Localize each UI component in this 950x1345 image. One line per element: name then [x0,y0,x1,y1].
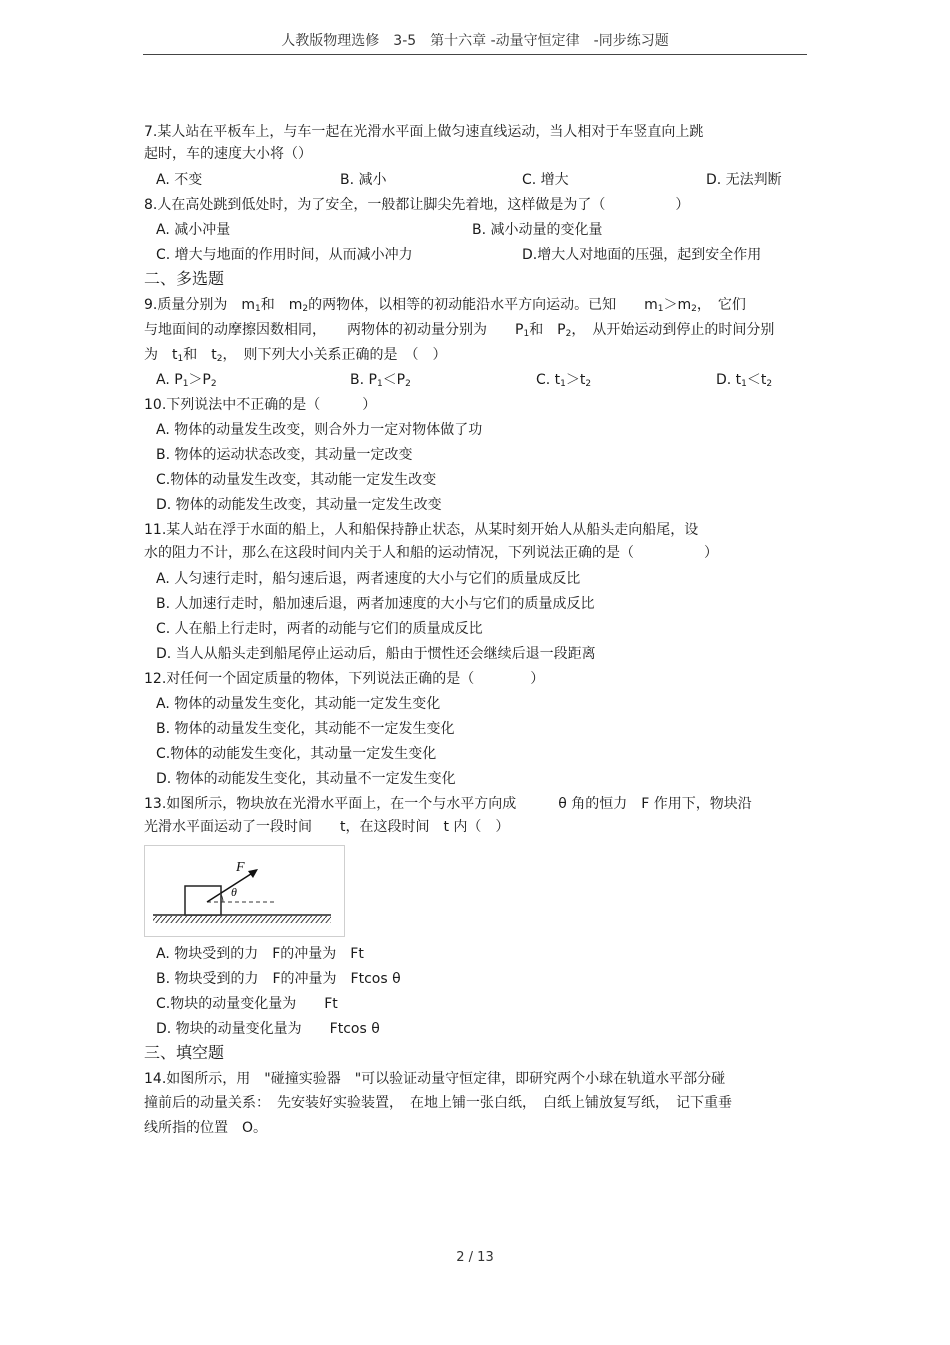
q7-line2: 起时，车的速度大小将（） [144,146,312,162]
q14-line1: 14.如图所示，用 "碰撞实验器 "可以验证动量守恒定律，即研究两个小球在轨道水平部分碰 [144,1071,726,1087]
q13-force-diagram [144,845,345,937]
q10-option-d: D. 物体的动能发生改变，其动量一定发生改变 [156,497,442,513]
q11-option-a: A. 人匀速行走时，船匀速后退，两者速度的大小与它们的质量成反比 [156,571,581,587]
q7-option-a: A. 不变 [156,172,203,188]
q10-line1: 10.下列说法中不正确的是（ ） [144,397,377,413]
q8-option-c: C. 增大与地面的作用时间，从而减小冲力 [156,247,413,263]
q11-option-b: B. 人加速行走时，船加速后退，两者加速度的大小与它们的质量成反比 [156,596,595,612]
q8-line1: 8.人在高处跳到低处时，为了安全，一般都让脚尖先着地，这样做是为了（ ） [144,197,690,213]
q8-option-a: A. 减小冲量 [156,222,231,238]
q11-line2: 水的阻力不计，那么在这段时间内关于人和船的运动情况，下列说法正确的是（ ） [144,545,718,561]
q12-option-a: A. 物体的动量发生变化，其动能一定发生变化 [156,696,441,712]
q10-option-c: C.物体的动量发生改变，其动能一定发生改变 [156,472,437,488]
q9-line2: 与地面间的动摩擦因数相同， 两物体的初动量分别为 $P_1$和 $P_2$， 从开始运动到停止的时间分别 [144,322,775,339]
q8-option-b: B. 减小动量的变化量 [472,222,603,238]
q10-option-a: A. 物体的动量发生改变，则合外力一定对物体做了功 [156,422,483,438]
block [185,886,221,915]
q11-option-d: D. 当人从船头走到船尾停止运动后，船由于惯性还会继续后退一段距离 [156,646,596,662]
ground-hatch [153,916,331,923]
force-label: F [236,860,245,875]
q10-option-b: B. 物体的运动状态改变，其动量一定改变 [156,447,413,463]
q7-option-c: C. 增大 [522,172,569,188]
q9-line3: 为 $t_1$和 $t_2$， 则下列大小关系正确的是 （ ） [144,347,447,364]
q13-option-b: B. 物块受到的力 F的冲量为 Ftcos θ [156,971,401,987]
q9-option-c: C. $t_1>t_2$ [536,372,592,389]
q9-option-a: A. $P_1>P_2$ [156,372,217,389]
q9-option-d: D. $t_1<t_2$ [716,372,773,389]
q13-option-a: A. 物块受到的力 F的冲量为 Ft [156,946,364,962]
q8-option-d: D.增大人对地面的压强，起到安全作用 [522,247,762,263]
q13-line1: 13.如图所示，物块放在光滑水平面上，在一个与水平方向成 θ 角的恒力 F 作用下，物块沿 [144,796,752,812]
q12-option-c: C.物体的动能发生变化，其动量一定发生变化 [156,746,437,762]
section-fill-blank: 三、填空题 [144,1043,225,1062]
q12-line1: 12.对任何一个固定质量的物体，下列说法正确的是（ ） [144,671,545,687]
q9-line1: 9.质量分别为 $m_1$和 $m_2$的两物体，以相等的初动能沿水平方向运动。已知 $m_1>m_2$， 它们 [144,297,746,314]
q12-option-d: D. 物体的动能发生变化，其动量不一定发生变化 [156,771,456,787]
q7-option-b: B. 减小 [340,172,387,188]
q7-line1: 7.某人站在平板车上，与车一起在光滑水平面上做匀速直线运动，当人相对于车竖直向上跳 [144,124,704,140]
q9-option-b: B. $P_1<P_2$ [350,372,411,389]
q13-line2: 光滑水平面运动了一段时间 t，在这段时间 t 内（ ） [144,819,510,835]
header-rule [143,54,807,55]
theta-label: θ [231,885,237,899]
q11-option-c: C. 人在船上行走时，两者的动能与它们的质量成反比 [156,621,483,637]
q11-line1: 11.某人站在浮于水面的船上，人和船保持静止状态，从某时刻开始人从船头走向船尾，设 [144,522,699,538]
q13-option-c: C.物块的动量变化量为 Ft [156,996,338,1012]
force-arrow-head [248,869,258,878]
q14-line3: 线所指的位置 O。 [144,1120,268,1136]
q7-option-d: D. 无法判断 [706,172,782,188]
force-diagram-svg [145,846,344,936]
q12-option-b: B. 物体的动量发生变化，其动能不一定发生变化 [156,721,455,737]
page-header: 人教版物理选修 3-5 第十六章 -动量守恒定律 -同步练习题 [281,33,669,49]
q13-option-d: D. 物块的动量变化量为 Ftcos θ [156,1021,380,1037]
section-multi-choice: 二、多选题 [144,269,225,288]
page-number: 2 / 13 [456,1250,494,1265]
q14-line2: 撞前后的动量关系： 先安装好实验装置， 在地上铺一张白纸， 白纸上铺放复写纸， 记下重垂 [144,1095,732,1111]
